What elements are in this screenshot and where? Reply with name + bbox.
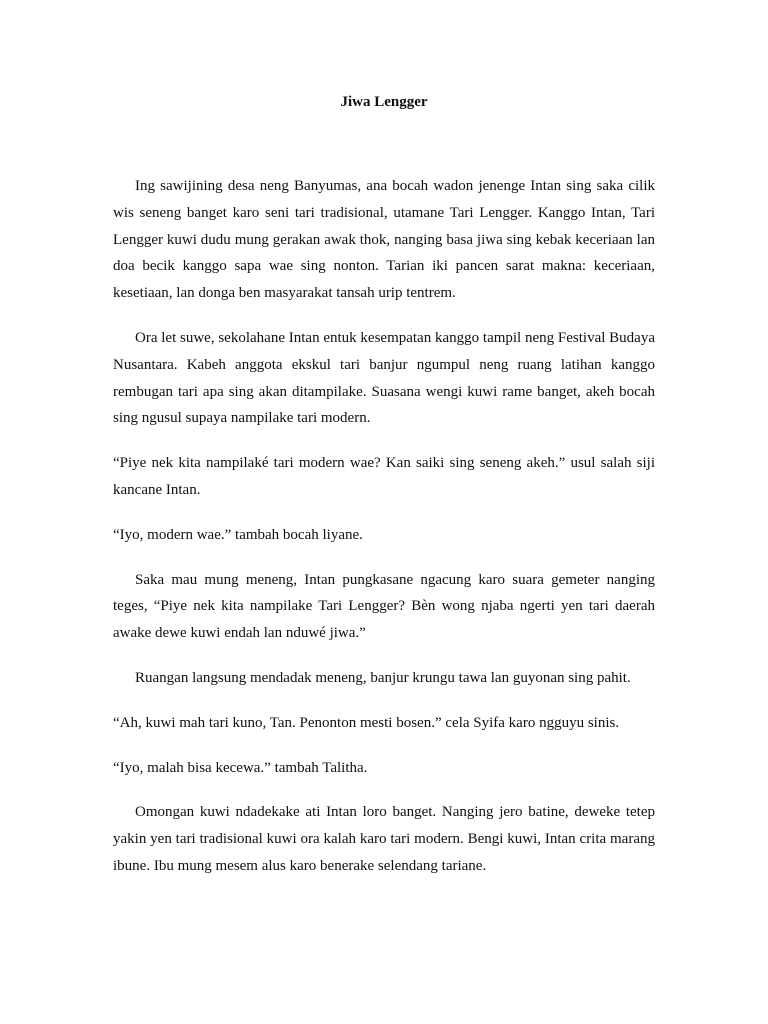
- document-body: [113, 173, 655, 898]
- paragraph-2: Ora let suwe, sekolahane Intan entuk kesempatan kanggo tampil neng Festival Budaya Nusantara. Kabeh anggota ekskul tari banjur ngumpul neng ruang latihan kanggo rembugan tari apa sing akan ditampilake. Suasana wengi kuwi rame banget, akeh bocah sing ngusul supaya nampilake tari modern.: [113, 329, 655, 427]
- paragraph-3: “Piye nek kita nampilaké tari modern wae? Kan saiki sing seneng akeh.” usul salah siji kancane Intan.: [113, 455, 655, 498]
- paragraph-9: Omongan kuwi ndadekake ati Intan loro banget. Nanging jero batine, deweke tetep yakin yen tari tradisional kuwi ora kalah karo tari modern. Bengi kuwi, Intan crita marang ibune. Ibu mung mesem alus karo benerake selendang tariane.: [113, 804, 655, 874]
- paragraph-1: Ing sawijining desa neng Banyumas, ana bocah wadon jenenge Intan sing saka cilik wis seneng banget karo seni tari tradisional, utamane Tari Lengger. Kanggo Intan, Tari Lengger kuwi dudu mung gerakan awak thok, nanging basa jiwa sing kebak keceriaan lan doa becik kanggo sapa wae sing nonton. Tarian iki pancen sarat makna: keceriaan, kesetiaan, lan donga ben masyarakat tansah urip tentrem.: [113, 178, 655, 302]
- paragraph-6: Ruangan langsung mendadak meneng, banjur krungu tawa lan guyonan sing pahit.: [135, 669, 631, 686]
- paragraph-5: Saka mau mung meneng, Intan pungkasane ngacung karo suara gemeter nanging teges, “Piye nek kita nampilake Tari Lengger? Bèn wong njaba ngerti yen tari daerah awake dewe kuwi endah lan nduwé jiwa.”: [113, 571, 655, 642]
- document-title: Jiwa Lengger: [340, 94, 428, 110]
- paragraph-4: “Iyo, modern wae.” tambah bocah liyane.: [113, 526, 363, 543]
- paragraph-8: “Iyo, malah bisa kecewa.” tambah Talitha.: [113, 759, 368, 776]
- paragraph-7: “Ah, kuwi mah tari kuno, Tan. Penonton mesti bosen.” cela Syifa karo ngguyu sinis.: [113, 714, 620, 731]
